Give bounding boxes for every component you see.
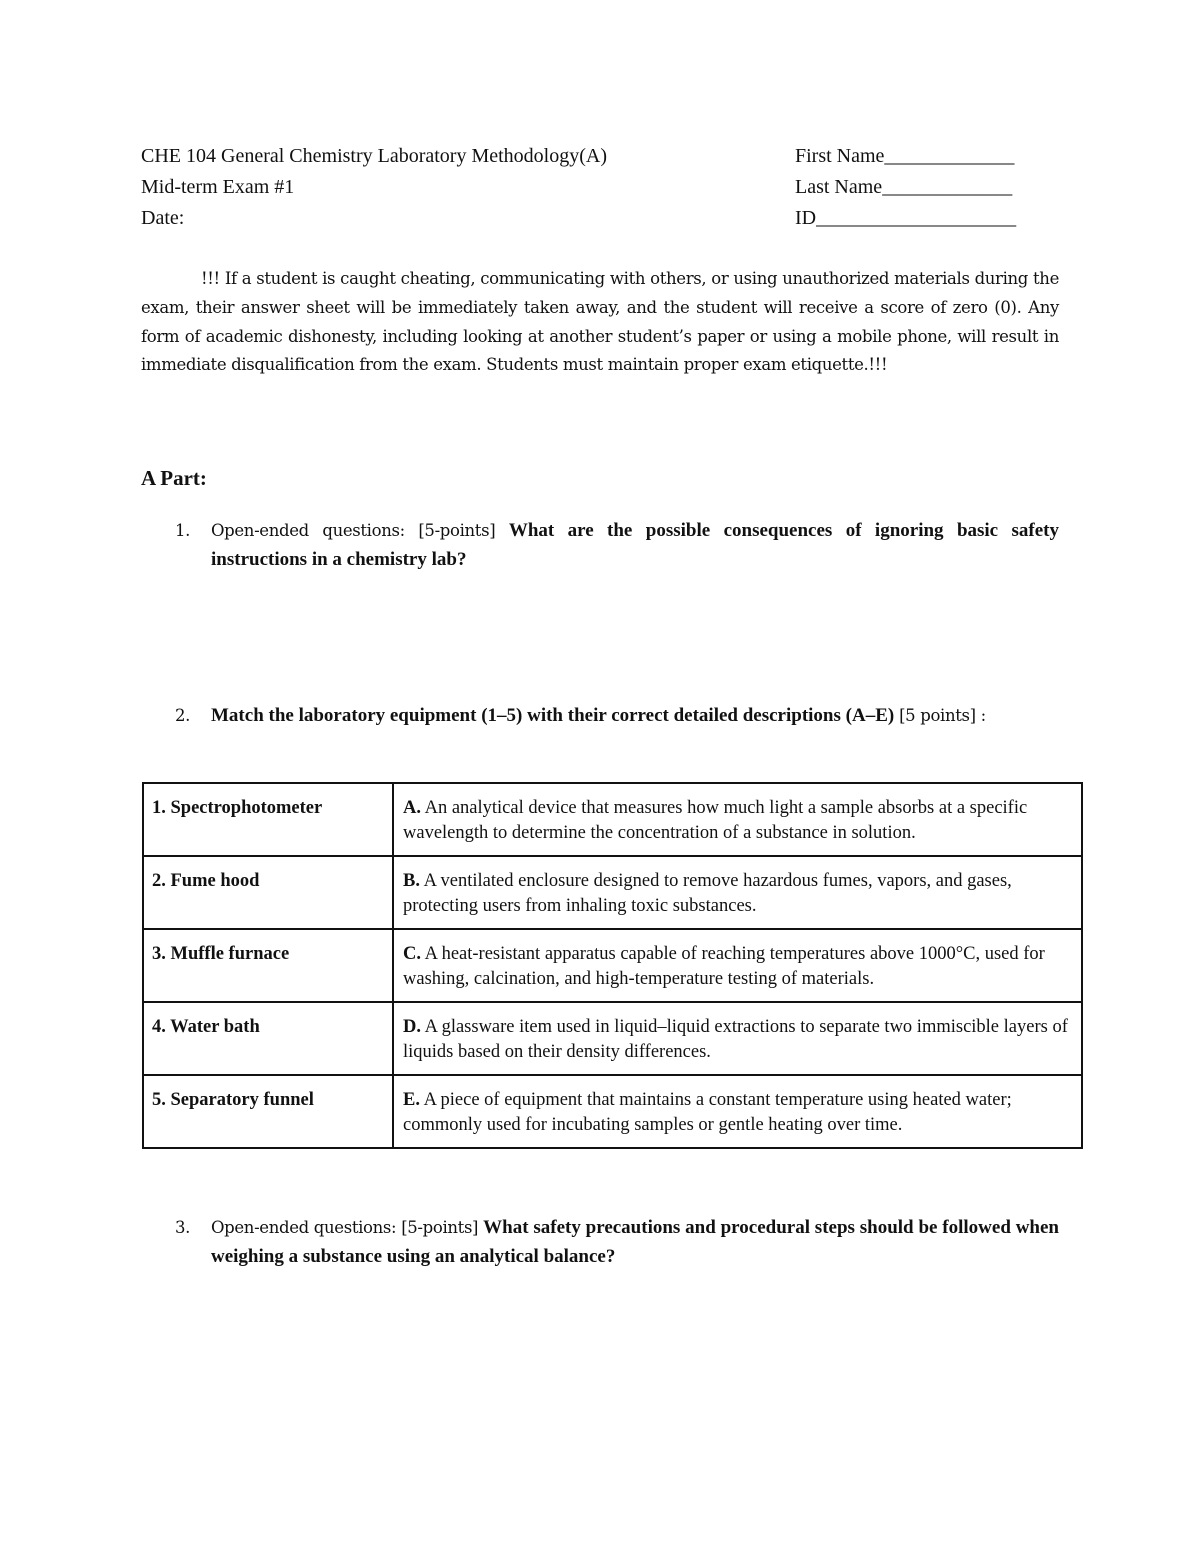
- matching-table: [142, 782, 1083, 1149]
- description-text: An analytical device that measures how much light a sample absorbs at a specific wavelength to determine the concentration of a substance in solution.: [403, 798, 1028, 843]
- description-cell: [393, 1002, 1082, 1075]
- date-label: Date:: [141, 207, 185, 229]
- equipment-cell: 3. Muffle furnace: [143, 929, 393, 1002]
- question-tail: [5 points] :: [894, 706, 986, 725]
- description-letter: B.: [403, 871, 420, 891]
- question-lead: Open-ended questions: [5-points]: [211, 1218, 484, 1237]
- last-name-field: Last Name_____________: [795, 176, 1013, 198]
- table-row: [143, 929, 1082, 1002]
- description-letter: D.: [403, 1017, 421, 1037]
- description-letter: E.: [403, 1090, 420, 1110]
- table-row: [143, 1002, 1082, 1075]
- description-text: A ventilated enclosure designed to remove hazardous fumes, vapors, and gases, protecting users from inhaling toxic substances.: [403, 871, 1012, 916]
- question-number: 1.: [175, 521, 191, 540]
- table-row: [143, 783, 1082, 856]
- equipment-cell: 5. Separatory funnel: [143, 1075, 393, 1148]
- description-cell: [393, 856, 1082, 929]
- equipment-cell: 4. Water bath: [143, 1002, 393, 1075]
- question-text: [211, 702, 1059, 731]
- id-field: ID____________________: [795, 207, 1017, 229]
- exam-header-left: [141, 141, 607, 234]
- question-lead: Open-ended questions: [5-points]: [211, 521, 509, 540]
- question-bold: Match the laboratory equipment (1–5) with their correct detailed descriptions (A–E): [211, 705, 895, 726]
- question-text: [211, 1214, 1059, 1271]
- description-cell: [393, 1075, 1082, 1148]
- part-title: A Part:: [141, 466, 207, 490]
- question-number: 2.: [175, 706, 191, 725]
- description-text: A piece of equipment that maintains a constant temperature using heated water; commonly used for incubating samples or gentle heating over time.: [403, 1090, 1012, 1135]
- description-text: A heat-resistant apparatus capable of reaching temperatures above 1000°C, used for washing, calcination, and high-temperature testing of materials.: [403, 944, 1045, 989]
- description-cell: [393, 929, 1082, 1002]
- question-1: [141, 517, 1059, 574]
- question-3: [141, 1214, 1059, 1271]
- question-bold: What are the possible consequences of ignoring basic safety instructions in a chemistry lab?: [211, 520, 1059, 570]
- table-row: [143, 1075, 1082, 1148]
- table-row: [143, 856, 1082, 929]
- description-cell: [393, 783, 1082, 856]
- description-text: A glassware item used in liquid–liquid extractions to separate two immiscible layers of liquids based on their density differences.: [403, 1017, 1068, 1062]
- cheating-warning: !!! If a student is caught cheating, communicating with others, or using unauthorized materials during the exam, their answer sheet will be immediately taken away, and the student will receive a score of zero (0). Any form of academic dishonesty, including looking at another student’s paper or using a mobile phone, will result in immediate disqualification from the exam. Students must maintain proper exam etiquette.!!!: [141, 269, 1059, 375]
- first-name-field: First Name_____________: [795, 145, 1015, 167]
- equipment-cell: 1. Spectrophotometer: [143, 783, 393, 856]
- equipment-cell: 2. Fume hood: [143, 856, 393, 929]
- description-letter: A.: [403, 798, 421, 818]
- description-letter: C.: [403, 944, 421, 964]
- course-title: CHE 104 General Chemistry Laboratory Methodology(A): [141, 145, 608, 167]
- student-info-fields: [795, 141, 1016, 234]
- question-number: 3.: [175, 1218, 191, 1237]
- question-bold: What safety precautions and procedural steps should be followed when weighing a substance using an analytical balance?: [211, 1217, 1059, 1267]
- question-2: [141, 702, 1059, 731]
- question-text: [211, 517, 1059, 574]
- exam-name: Mid-term Exam #1: [141, 176, 295, 198]
